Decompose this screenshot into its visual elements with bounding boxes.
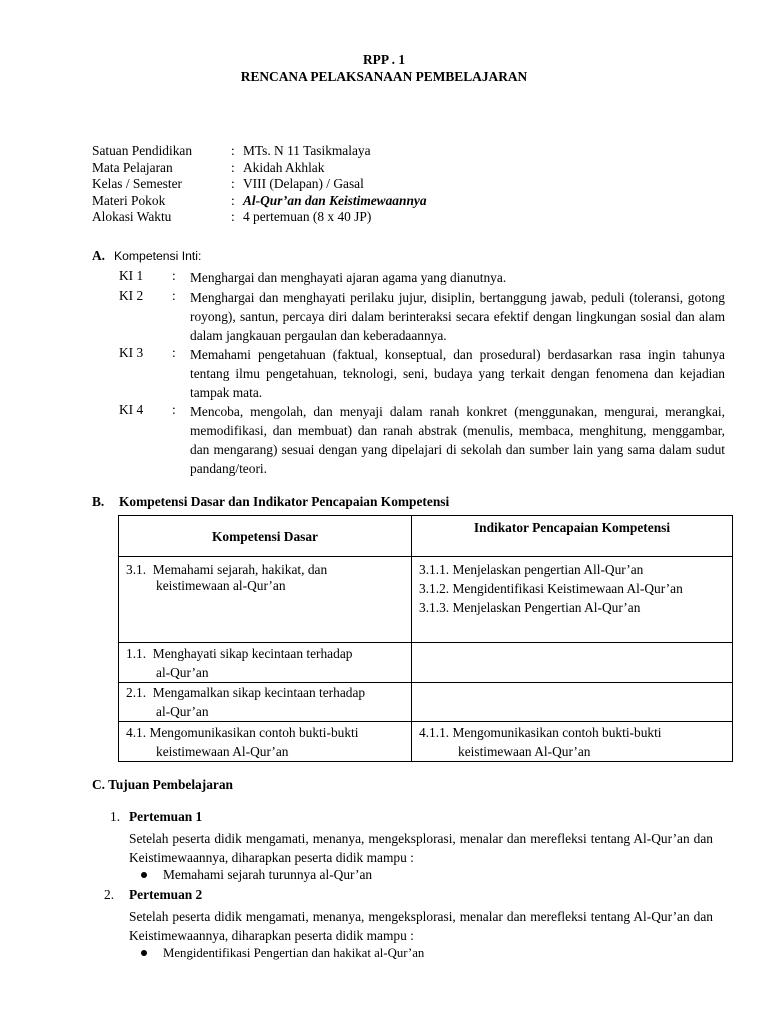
ipk-text-cont: keistimewaan Al-Qur’an — [458, 744, 591, 759]
section-b-letter: B. — [92, 494, 105, 509]
document-title: RENCANA PELAKSANAAN PEMBELAJARAN — [240, 69, 528, 84]
kd-text-cont: keistimewaan Al-Qur’an — [156, 744, 289, 759]
kd-text: Menghayati sikap kecintaan terhadap — [152, 646, 353, 661]
identity-row-time: Alokasi Waktu : 4 pertemuan (8 x 40 JP) — [92, 209, 372, 225]
meeting-bullet-item — [141, 945, 424, 961]
bullet-text: Memahami sejarah turunnya al-Qur’an — [163, 867, 373, 882]
identity-value: 4 pertemuan (8 x 40 JP) — [243, 209, 372, 225]
ki-text: Memahami pengetahuan (faktual, konseptual, dan prosedural) berdasarkan rasa ingin tahunya tentang ilmu pengetahuan, teknologi, seni, budaya yang terkait dengan fenomena dan kejadian tampak mata. — [190, 347, 725, 400]
ki-text: Menghargai dan menghayati ajaran agama yang dianutnya. — [190, 270, 507, 285]
ki-code: KI 1 — [119, 268, 144, 283]
ipk-cell-empty — [412, 683, 733, 722]
kd-cell — [119, 557, 412, 643]
table-header-row — [119, 516, 733, 557]
identity-row-class: Kelas / Semester : VIII (Delapan) / Gasal — [92, 176, 364, 192]
identity-label: Mata Pelajaran — [92, 159, 173, 175]
ipk-cell — [412, 722, 733, 762]
identity-value: VIII (Delapan) / Gasal — [243, 176, 364, 192]
ki-text: Menghargai dan menghayati perilaku jujur, disiplin, bertanggung jawab, peduli (toleransi, gotong royong), santun, percaya diri dalam berinteraksi secara efektif dengan lingkungan sosial dan alam dalam jangkauan pergaulan dan keberadaannya. — [190, 290, 725, 343]
bullet-icon — [141, 872, 147, 878]
meeting-title: Pertemuan 2 — [129, 887, 203, 902]
column-header-kd: Kompetensi Dasar — [119, 516, 412, 557]
kd-text-cont: keistimewaan al-Qur’an — [156, 578, 286, 593]
identity-label: Kelas / Semester — [92, 176, 182, 192]
kd-cell — [119, 683, 412, 722]
kd-cell — [119, 643, 412, 683]
kd-text: Memahami sejarah, hakikat, dan — [152, 562, 328, 577]
section-b-title: Kompetensi Dasar dan Indikator Pencapaian Kompetensi — [119, 494, 450, 509]
ki-code: KI 2 — [119, 288, 144, 303]
column-header-ipk: Indikator Pencapaian Kompetensi — [412, 516, 733, 557]
document-number: RPP . 1 — [362, 52, 406, 67]
identity-row-topic: Materi Pokok : Al-Qur’an dan Keistimewaannya — [92, 192, 427, 208]
identity-value: MTs. N 11 Tasikmalaya — [243, 143, 371, 158]
kd-cell — [119, 722, 412, 762]
kd-number: 3.1. — [126, 562, 147, 577]
ipk-item: 3.1.1. Menjelaskan pengertian All-Qur’an — [419, 562, 644, 577]
table-row — [119, 722, 733, 762]
identity-value: Akidah Akhlak — [243, 159, 325, 175]
identity-label: Satuan Pendidikan — [92, 143, 193, 158]
ki-item: KI 1 : Menghargai dan menghayati ajaran agama yang dianutnya. — [119, 268, 725, 287]
meeting-title: Pertemuan 1 — [129, 809, 203, 824]
ipk-number: 4.1.1. — [419, 725, 450, 740]
ipk-item: 3.1.2. Mengidentifikasi Keistimewaan Al-Qur’an — [419, 581, 683, 596]
kd-text-cont: al-Qur’an — [156, 704, 209, 719]
section-a-title: Kompetensi Inti: — [114, 249, 202, 263]
kd-number: 1.1. — [126, 646, 147, 661]
competency-table — [118, 515, 733, 762]
kd-number: 4.1. — [126, 725, 147, 740]
kd-text: Mengamalkan sikap kecintaan terhadap — [152, 685, 366, 700]
section-a-letter: A. — [92, 248, 106, 263]
meeting-text: Setelah peserta didik mengamati, menanya, mengeksplorasi, menalar dan merefleksi tentang Al-Qur’an dan Keistimewaannya, diharapkan peserta didik mampu : — [129, 909, 713, 943]
ipk-cell — [412, 557, 733, 643]
ki-item: KI 3 : Memahami pengetahuan (faktual, konseptual, dan prosedural) berdasarkan rasa ingin tahunya tentang ilmu pengetahuan, teknologi, seni, budaya yang terkait dengan fenomena dan kejadian tampak mata. — [119, 345, 725, 400]
ipk-cell-empty — [412, 643, 733, 683]
kd-text-cont: al-Qur’an — [156, 665, 209, 680]
table-row — [119, 643, 733, 683]
meeting-text: Setelah peserta didik mengamati, menanya, mengeksplorasi, menalar dan merefleksi tentang Al-Qur’an dan Keistimewaannya, diharapkan peserta didik mampu : — [129, 831, 713, 865]
ki-item: KI 4 : Mencoba, mengolah, dan menyaji dalam ranah konkret (menggunakan, mengurai, merangkai, memodifikasi, dan membuat) dan ranah abstrak (menulis, membaca, menghitung, menggambar, dan mengarang) sesuai dengan yang dipelajari di sekolah dan sumber lain yang sama dalam sudut pandang/teori. — [119, 402, 725, 476]
meeting-bullet-item — [141, 867, 372, 883]
identity-row-subject: Mata Pelajaran : Akidah Akhlak — [92, 159, 325, 175]
identity-label: Alokasi Waktu — [92, 209, 172, 225]
meeting-number: 1. — [110, 809, 121, 824]
table-row — [119, 683, 733, 722]
identity-block — [92, 143, 427, 226]
ki-text: Mencoba, mengolah, dan menyaji dalam ranah konkret (menggunakan, mengurai, merangkai, memodifikasi, dan membuat) dan ranah abstrak (menulis, membaca, menghitung, menggambar, dan mengarang) sesuai dengan yang dipelajari di sekolah dan sumber lain yang sama dalam sudut pandang/teori. — [190, 404, 725, 476]
section-c-title: C. Tujuan Pembelajaran — [92, 777, 233, 792]
kd-number: 2.1. — [126, 685, 147, 700]
ki-item: KI 2 : Menghargai dan menghayati perilaku jujur, disiplin, bertanggung jawab, peduli (toleransi, gotong royong), santun, percaya diri dalam berinteraksi secara efektif dengan lingkungan sosial dan alam dalam jangkauan pergaulan dan keberadaannya. — [119, 288, 725, 343]
ki-code: KI 3 — [119, 345, 144, 360]
identity-value-emphasis: Al-Qur’an dan Keistimewaannya — [243, 192, 427, 208]
ipk-text: Mengomunikasikan contoh bukti-bukti — [452, 725, 662, 740]
identity-label: Materi Pokok — [92, 192, 166, 208]
kd-text: Mengomunikasikan contoh bukti-bukti — [149, 725, 359, 740]
bullet-text: Mengidentifikasi Pengertian dan hakikat al-Qur’an — [163, 946, 425, 960]
identity-row-school: Satuan Pendidikan : MTs. N 11 Tasikmalaya — [92, 143, 371, 158]
meeting-number: 2. — [104, 887, 115, 902]
ipk-item: 3.1.3. Menjelaskan Pengertian Al-Qur’an — [419, 600, 641, 615]
bullet-icon — [141, 950, 147, 956]
table-row — [119, 557, 733, 643]
ki-code: KI 4 — [119, 402, 144, 417]
